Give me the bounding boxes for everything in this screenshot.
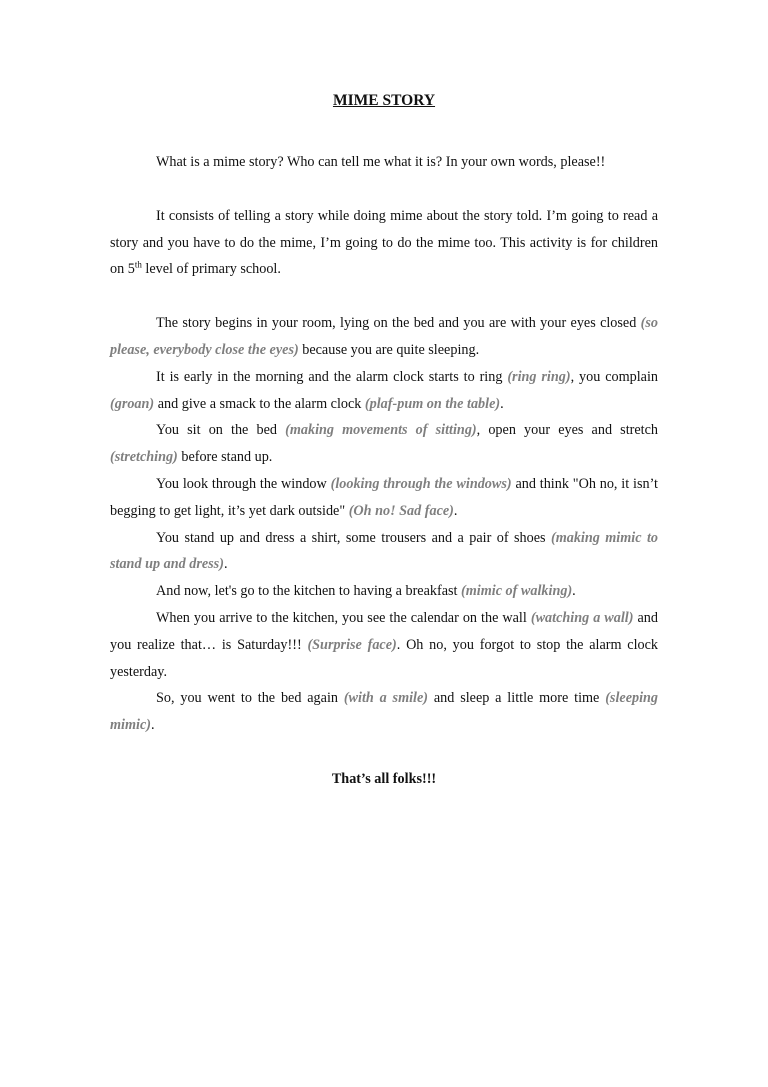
story-paragraph-2: It is early in the morning and the alarm clock starts to ring (ring ring), you complain (groan) and give a smack to the alarm clock (plaf-pum on the table). — [110, 368, 659, 412]
story-paragraph-7: When you arrive to the kitchen, you see the calendar on the wall (watching a wall) and you realize that… is Saturday!!! (Surprise face). Oh no, you forgot to stop the alarm clock yesterday. — [110, 609, 658, 680]
page-title: MIME STORY — [332, 92, 436, 109]
document-body — [110, 149, 658, 793]
mime-cue: (ring ring) — [507, 368, 571, 385]
mime-cue: (Surprise face) — [307, 636, 397, 653]
intro-question: What is a mime story? Who can tell me what it is? In your own words, please!! — [156, 154, 606, 170]
mime-cue: (groan) — [110, 395, 155, 412]
story-paragraph-6: And now, let's go to the kitchen to having a breakfast (mimic of walking). — [156, 583, 576, 600]
mime-cue: (making mimic to stand up and dress) — [110, 529, 658, 573]
mime-cue: (plaf-pum on the table) — [364, 395, 501, 412]
story-paragraph-8: So, you went to the bed again (with a smile) and sleep a little more time (sleeping mimic). — [110, 690, 659, 734]
mime-cue: (with a smile) — [343, 690, 429, 707]
story-paragraph-5: You stand up and dress a shirt, some trousers and a pair of shoes (making mimic to stand up and dress). — [110, 529, 658, 573]
story-paragraph-4: You look through the window (looking through the windows) and think "Oh no, it isn’t begging to get light, it’s yet dark outside" (Oh no! Sad face). — [110, 475, 658, 519]
mime-cue: (making movements of sitting) — [285, 422, 477, 439]
mime-cue: (mimic of walking) — [461, 583, 573, 600]
story-paragraph-1: The story begins in your room, lying on the bed and you are with your eyes closed (so please, everybody close the eyes) because you are quite sleeping. — [110, 315, 658, 358]
mime-cue: (watching a wall) — [530, 609, 634, 626]
story-paragraph-3: You sit on the bed (making movements of sitting), open your eyes and stretch (stretching) before stand up. — [110, 422, 658, 466]
mime-cue: (stretching) — [110, 449, 178, 466]
mime-cue: (so please, everybody close the eyes) — [110, 315, 658, 358]
closing-line: That’s all folks!!! — [331, 770, 437, 787]
mime-cue: (sleeping mimic) — [110, 690, 659, 734]
mime-cue: (Oh no! Sad face) — [348, 502, 454, 519]
intro-explanation: It consists of telling a story while doing mime about the story told. I’m going to read a story and you have to do the mime, I’m going to do the mime too. This activity is for children on 5th level of primary school. — [110, 207, 658, 278]
mime-cue: (looking through the windows) — [330, 475, 512, 492]
